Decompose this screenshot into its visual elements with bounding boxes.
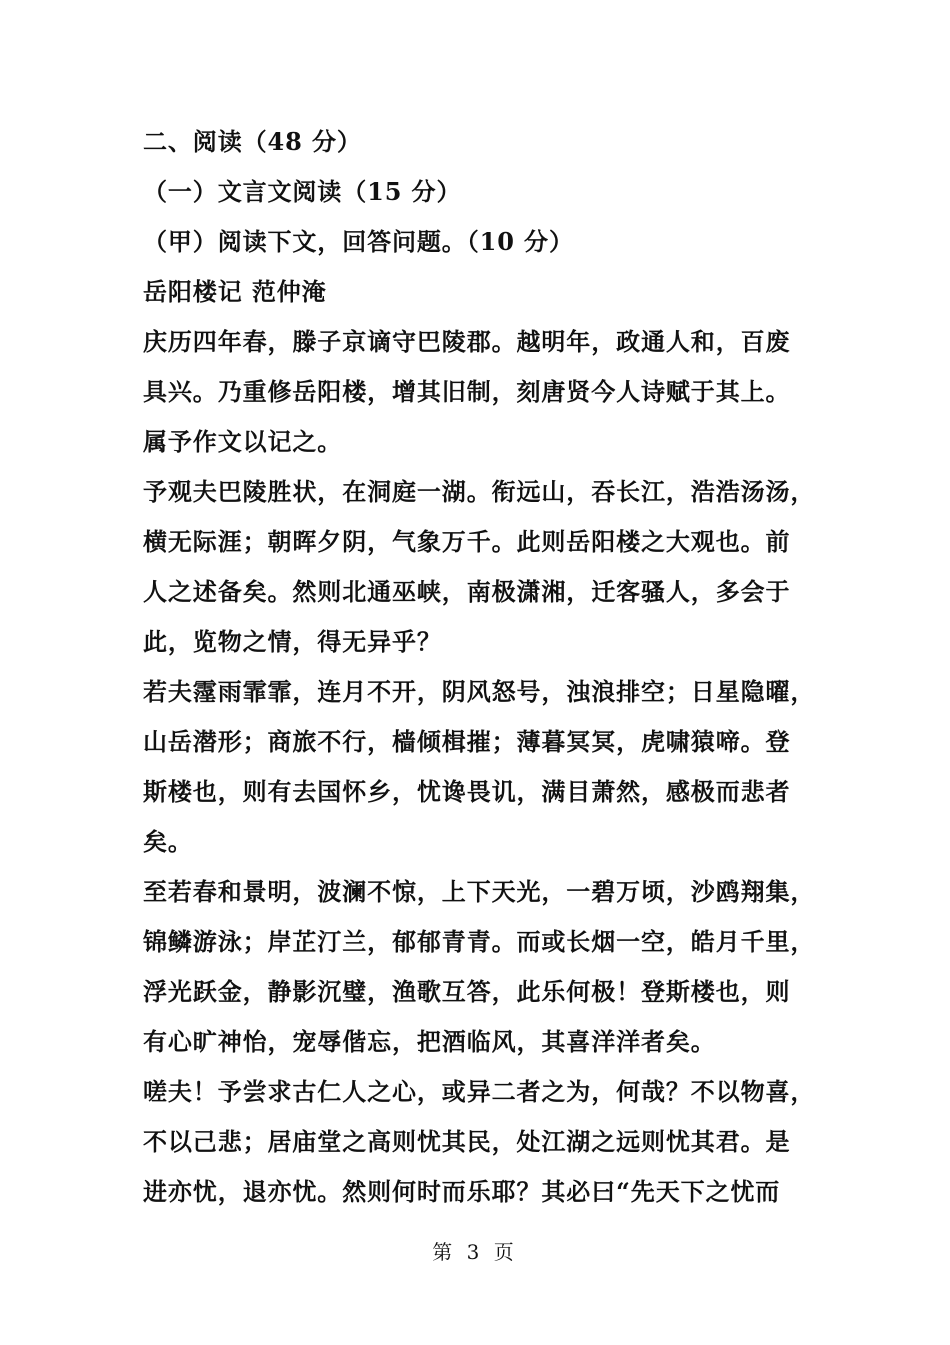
passage-line: 属予作文以记之。 <box>143 427 343 456</box>
passage-line: 嗟夫！予尝求古仁人之心，或异二者之为，何哉？不以物喜， <box>143 1077 816 1106</box>
passage-line: 有心旷神怡，宠辱偕忘，把酒临风，其喜洋洋者矣。 <box>143 1027 716 1056</box>
passage-line: 此，览物之情，得无异乎？ <box>143 627 442 656</box>
passage-line: 不以己悲；居庙堂之高则忧其民，处江湖之远则忧其君。是 <box>143 1127 791 1156</box>
passage-line: 矣。 <box>143 827 193 856</box>
passage-line: 进亦忧，退亦忧。然则何时而乐耶？其必曰“先天下之忧而 <box>143 1177 781 1206</box>
section-heading: 二、阅读（48 分） <box>143 127 362 156</box>
passage-line: 浮光跃金，静影沉璧，渔歌互答，此乐何极！登斯楼也，则 <box>143 977 791 1006</box>
question-instruction: （甲）阅读下文，回答问题。（10 分） <box>143 227 574 256</box>
passage-line: 横无际涯；朝晖夕阴，气象万千。此则岳阳楼之大观也。前 <box>143 527 791 556</box>
passage-title: 岳阳楼记 范仲淹 <box>143 277 327 306</box>
passage-line: 人之述备矣。然则北通巫峡，南极潇湘，迁客骚人，多会于 <box>143 577 791 606</box>
page-content <box>143 117 815 1217</box>
page-number: 第 3 页 <box>432 1240 518 1264</box>
passage-line: 斯楼也，则有去国怀乡，忧谗畏讥，满目萧然，感极而悲者 <box>143 777 791 806</box>
passage-line: 至若春和景明，波澜不惊，上下天光，一碧万顷，沙鸥翔集， <box>143 877 816 906</box>
passage-line: 具兴。乃重修岳阳楼，增其旧制，刻唐贤今人诗赋于其上。 <box>143 377 791 406</box>
passage-line: 若夫霪雨霏霏，连月不开，阴风怒号，浊浪排空；日星隐曜， <box>143 677 816 706</box>
passage-line: 予观夫巴陵胜状，在洞庭一湖。衔远山，吞长江，浩浩汤汤， <box>143 477 816 506</box>
passage-line: 山岳潜形；商旅不行，樯倾楫摧；薄暮冥冥，虎啸猿啼。登 <box>143 727 791 756</box>
passage-line: 庆历四年春，滕子京谪守巴陵郡。越明年，政通人和，百废 <box>143 327 791 356</box>
subsection-heading: （一）文言文阅读（15 分） <box>143 177 462 206</box>
passage-line: 锦鳞游泳；岸芷汀兰，郁郁青青。而或长烟一空，皓月千里， <box>143 927 816 956</box>
